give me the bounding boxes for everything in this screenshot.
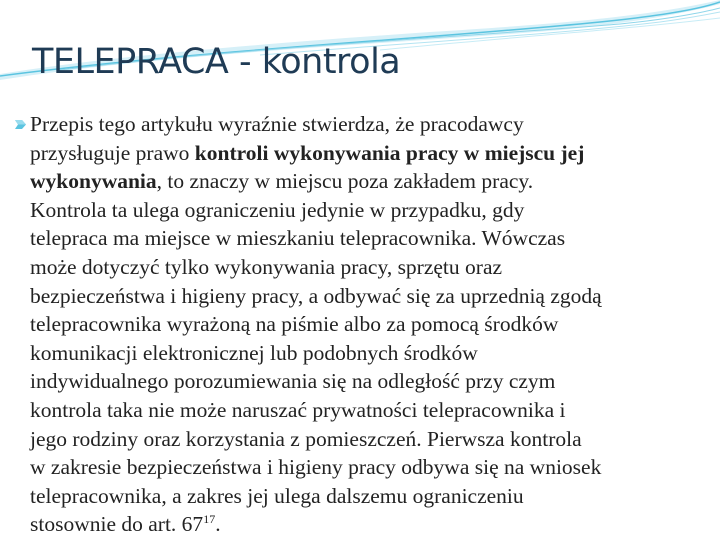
paragraph-line-12: jego rodziny oraz korzystania z pomieszczeń. Pierwsza kontrola [30, 426, 582, 451]
paragraph-text: , to znaczy w miejscu poza zakładem pracy. [156, 169, 534, 194]
slide-content [14, 110, 716, 539]
paragraph-line-4: Kontrola ta ulega ograniczeniu jedynie w przypadku, gdy [30, 197, 525, 222]
paragraph-line-9: komunikacji elektronicznej lub podobnych środków [30, 340, 478, 365]
slide-title: TELEPRACA - kontrola [32, 42, 401, 82]
paragraph-bold-text: wykonywania [30, 169, 157, 194]
paragraph-line-10: indywidualnego porozumiewania się na odległość przy czym [30, 369, 556, 394]
paragraph-text: stosownie do art. 67 [30, 512, 204, 537]
paragraph-line-8: telepracownika wyrażoną na piśmie albo za pomocą środków [30, 312, 559, 337]
paragraph-line-7: bezpieczeństwa i higieny pracy, a odbywać się za uprzednią zgodą [30, 283, 602, 308]
paragraph-line-1: Przepis tego artykułu wyraźnie stwierdza, że pracodawcy [30, 112, 524, 136]
paragraph-line-5: telepraca ma miejsce w mieszkaniu telepracownika. Wówczas [30, 226, 566, 251]
paragraph-bold-text: kontroli wykonywania pracy w miejscu jej [194, 140, 585, 165]
paragraph-line-6: może dotyczyć tylko wykonywania pracy, sprzętu oraz [30, 254, 503, 279]
paragraph-text: przysługuje prawo [30, 140, 195, 165]
paragraph-line-3 [30, 167, 716, 196]
article-superscript: 17 [203, 512, 216, 527]
paragraph-line-11: kontrola taka nie może naruszać prywatności telepracownika i [30, 397, 566, 422]
bullet-paragraph [14, 110, 716, 539]
paragraph-text: . [215, 512, 221, 537]
ribbon-arrow-bullet-icon [14, 118, 27, 131]
paragraph-line-2 [30, 139, 716, 168]
paragraph-line-15 [30, 510, 716, 539]
paragraph-line-14: telepracownika, a zakres jej ulega dalszemu ograniczeniu [30, 483, 524, 508]
paragraph-line-13: w zakresie bezpieczeństwa i higieny pracy odbywa się na wniosek [30, 455, 602, 480]
